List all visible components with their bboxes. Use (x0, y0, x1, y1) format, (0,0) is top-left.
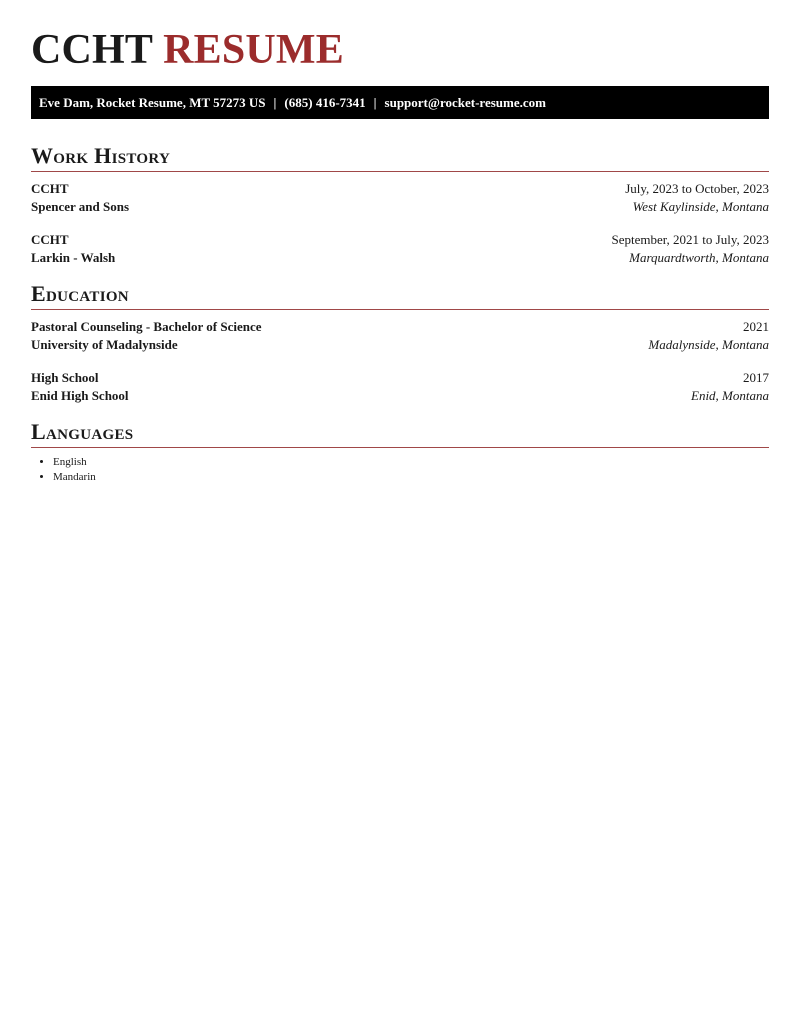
education-school: Enid High School (31, 388, 129, 403)
work-dates: September, 2021 to July, 2023 (611, 232, 769, 247)
education-location: Enid, Montana (691, 388, 769, 403)
section-heading-work-history: Work History (31, 143, 171, 168)
title-resume: RESUME (163, 27, 344, 73)
education-degree: High School (31, 370, 99, 385)
section-divider (31, 171, 769, 172)
contact-address: Eve Dam, Rocket Resume, MT 57273 US (39, 94, 266, 110)
education-entry (31, 369, 769, 405)
languages-list (31, 455, 769, 485)
resume-title (31, 0, 769, 82)
work-dates: July, 2023 to October, 2023 (625, 181, 769, 196)
contact-email: support@rocket-resume.com (384, 94, 546, 110)
work-title: CCHT (31, 232, 69, 247)
education-degree: Pastoral Counseling - Bachelor of Science (31, 319, 262, 334)
education-section (31, 280, 769, 405)
work-location: Marquardtworth, Montana (629, 250, 769, 265)
title-job: CCHT (31, 27, 153, 73)
work-company: Larkin - Walsh (31, 250, 116, 265)
work-company: Spencer and Sons (31, 199, 130, 214)
language-item: • Mandarin (53, 470, 769, 485)
education-entry (31, 318, 769, 354)
work-title: CCHT (31, 181, 69, 196)
education-location: Madalynside, Montana (648, 337, 769, 352)
work-location: West Kaylinside, Montana (632, 199, 769, 214)
section-divider (31, 309, 769, 310)
contact-separator: | (373, 94, 377, 110)
section-divider (31, 447, 769, 448)
education-year: 2021 (743, 319, 769, 334)
section-heading-languages: Languages (31, 419, 134, 444)
work-entry (31, 231, 769, 267)
languages-section (31, 418, 769, 485)
language-item: • English (53, 455, 769, 470)
section-heading-education: Education (31, 281, 129, 306)
work-history-section (31, 142, 769, 267)
education-school: University of Madalynside (31, 337, 178, 352)
contact-bar (31, 86, 769, 119)
work-entry (31, 180, 769, 216)
contact-separator: | (273, 94, 277, 110)
contact-phone: (685) 416-7341 (284, 94, 366, 110)
resume-page (31, 0, 769, 485)
education-year: 2017 (743, 370, 769, 385)
